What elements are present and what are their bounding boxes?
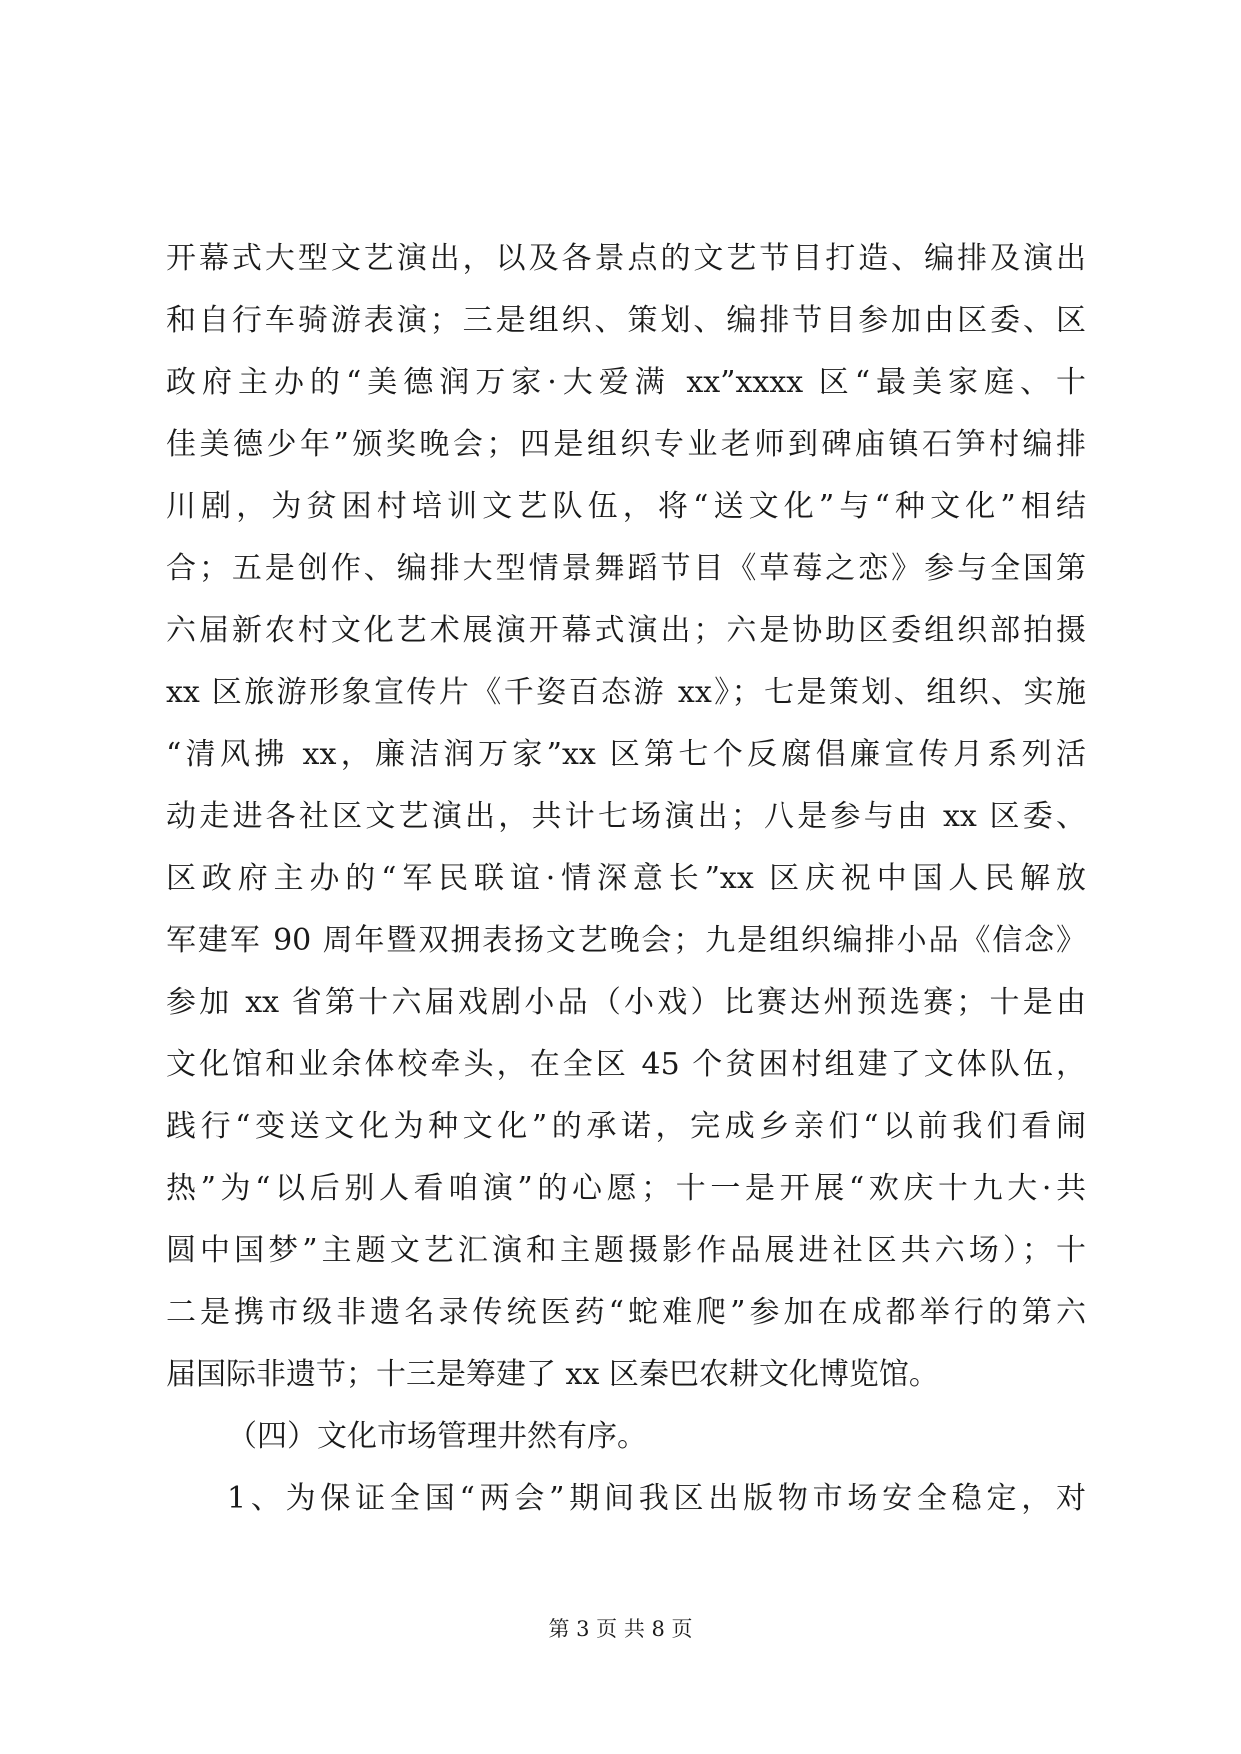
paragraph-line: 动走进各社区文艺演出，共计七场演出；八是参与由 xx 区委、 [166, 799, 1086, 834]
page-footer: 第 3 页 共 8 页 [548, 1617, 693, 1641]
paragraph-line: 六届新农村文化艺术展演开幕式演出；六是协助区委组织部拍摄 [166, 613, 1086, 648]
section-heading: （四）文化市场管理井然有序。 [227, 1419, 647, 1454]
paragraph-line: 届国际非遗节；十三是筹建了 xx 区秦巴农耕文化博览馆。 [166, 1357, 939, 1392]
paragraph-line: 合；五是创作、编排大型情景舞蹈节目《草莓之恋》参与全国第 [166, 551, 1086, 586]
paragraph-line: 佳美德少年”颁奖晚会；四是组织专业老师到碑庙镇石笋村编排 [166, 427, 1086, 462]
paragraph-line: 区政府主办的“军民联谊·情深意长”xx 区庆祝中国人民解放 [166, 861, 1086, 896]
paragraph-line: 政府主办的“美德润万家·大爱满 xx”xxxx 区“最美家庭、十 [166, 365, 1086, 400]
paragraph-line: “清风拂 xx，廉洁润万家”xx 区第七个反腐倡廉宣传月系列活 [166, 737, 1086, 772]
paragraph-line: 和自行车骑游表演；三是组织、策划、编排节目参加由区委、区 [166, 303, 1086, 338]
list-item-1: 1、为保证全国“两会”期间我区出版物市场安全稳定，对 [227, 1481, 1086, 1516]
paragraph-line: 热”为“以后别人看咱演”的心愿；十一是开展“欢庆十九大·共 [166, 1171, 1086, 1206]
paragraph-line: 川剧，为贫困村培训文艺队伍，将“送文化”与“种文化”相结 [166, 489, 1086, 524]
paragraph-line: xx 区旅游形象宣传片《千姿百态游 xx》；七是策划、组织、实施 [166, 675, 1086, 710]
paragraph-line: 军建军 90 周年暨双拥表扬文艺晚会；九是组织编排小品《信念》 [166, 923, 1086, 958]
paragraph-line: 二是携市级非遗名录传统医药“蛇难爬”参加在成都举行的第六 [166, 1295, 1086, 1330]
paragraph-line: 参加 xx 省第十六届戏剧小品（小戏）比赛达州预选赛；十是由 [166, 985, 1086, 1020]
body-text [166, 228, 1086, 1530]
paragraph-line: 圆中国梦”主题文艺汇演和主题摄影作品展进社区共六场）；十 [166, 1233, 1086, 1268]
paragraph-line: 践行“变送文化为种文化”的承诺，完成乡亲们“以前我们看闹 [166, 1109, 1086, 1144]
paragraph-line: 文化馆和业余体校牵头，在全区 45 个贫困村组建了文体队伍， [166, 1047, 1086, 1082]
paragraph-line: 开幕式大型文艺演出，以及各景点的文艺节目打造、编排及演出 [166, 241, 1086, 276]
